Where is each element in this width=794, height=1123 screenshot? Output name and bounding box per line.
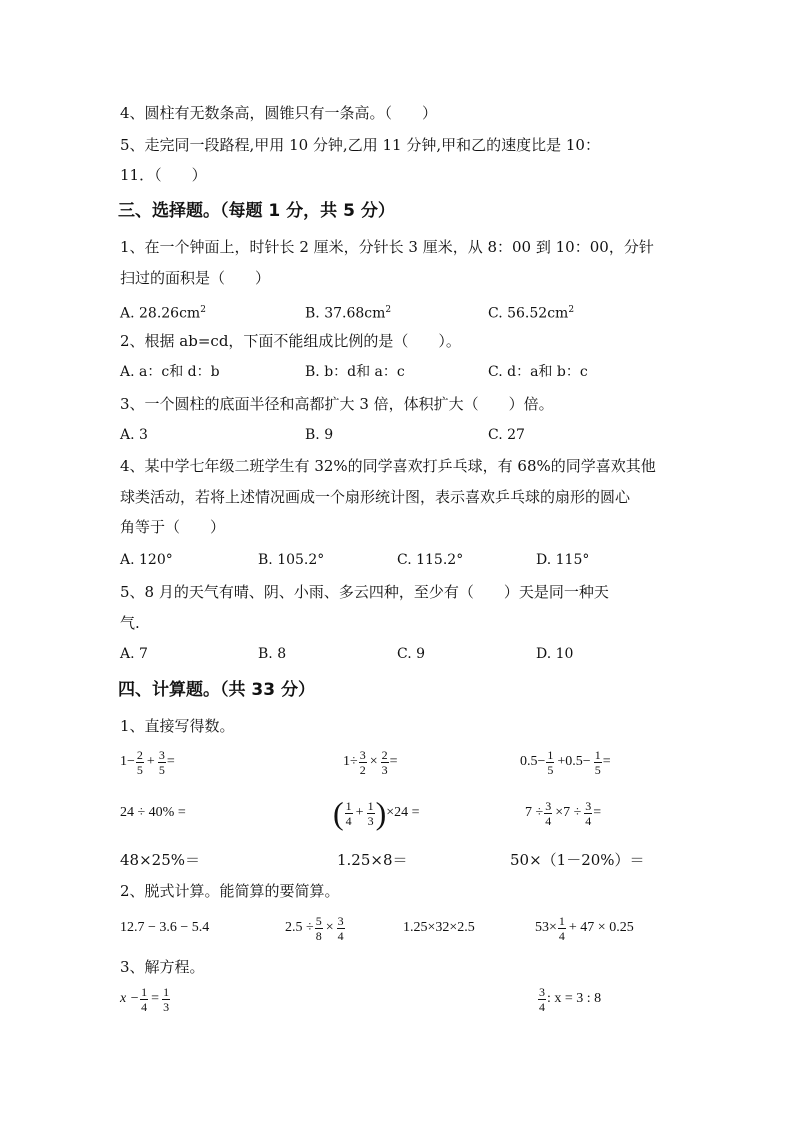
choice-q2-option-b: B. b：d和 a：c <box>305 364 405 380</box>
judge-q5-line2: 11．（ ） <box>120 166 207 184</box>
choice-q2-option-a: A. a：c和 d：b <box>120 364 220 380</box>
direct-calc-7: 48×25%＝ <box>120 851 200 869</box>
choice-q5-option-b: B. 8 <box>258 646 287 662</box>
direct-calc-9: 50×（1－20%）＝ <box>510 851 645 869</box>
choice-q4-option-b: B. 105.2° <box>258 552 325 568</box>
choice-q5-option-d: D. 10 <box>536 646 574 662</box>
step-calc-4: 53× $\frac{1}{4}$ + 47 × 0.25 <box>535 913 634 943</box>
equation-2: $\frac{3}{4}$ : x = 3 : 8 <box>539 984 602 1014</box>
choice-q4-line1: 4、某中学七年级二班学生有 32%的同学喜欢打乒乓球，有 68%的同学喜欢其他 <box>120 457 656 475</box>
choice-q1-option-c: C. $56.52cm^2$ <box>488 305 575 322</box>
direct-calc-4: 24 ÷ 40% = <box>120 805 186 820</box>
choice-q1-option-b: B. $37.68cm^2$ <box>305 305 392 322</box>
choice-q3: 3、一个圆柱的底面半径和高都扩大 3 倍，体积扩大（ ）倍。 <box>120 395 554 413</box>
judge-q4: 4、圆柱有无数条高，圆锥只有一条高。（ ） <box>120 104 438 122</box>
calc-sub1-title: 1、直接写得数。 <box>120 717 235 735</box>
direct-calc-5: ( $\frac{1}{4}$ + $\frac{1}{3}$ ) ×24 = <box>333 795 420 831</box>
direct-calc-6: 7 ÷ $\frac{3}{4}$ ×7 ÷ $\frac{3}{4}$ = <box>525 798 602 828</box>
choice-q1-line2: 扫过的面积是（ ） <box>120 269 271 287</box>
choice-q4-option-c: C. 115.2° <box>397 552 464 568</box>
section3-heading: 三、选择题。（每题 1 分，共 5 分） <box>118 201 395 221</box>
choice-q2: 2、根据 ab=cd，下面不能组成比例的是（ ）。 <box>120 332 461 350</box>
step-calc-2: 2.5 ÷ $\frac{5}{8}$ × $\frac{3}{4}$ <box>285 913 344 943</box>
judge-q5-line1: 5、走完同一段路程,甲用 10 分钟,乙用 11 分钟,甲和乙的速度比是 10： <box>120 136 600 154</box>
direct-calc-8: 1.25×8＝ <box>337 851 408 869</box>
choice-q4-option-d: D. 115° <box>536 552 590 568</box>
choice-q1-option-a: A. $28.26cm^2$ <box>120 305 206 322</box>
section4-heading: 四、计算题。（共 33 分） <box>118 680 315 700</box>
choice-q4-line3: 角等于（ ） <box>120 518 226 536</box>
choice-q5-line1: 5、8 月的天气有晴、阴、小雨、多云四种，至少有（ ）天是同一种天 <box>120 583 609 601</box>
choice-q3-option-b: B. 9 <box>305 427 334 443</box>
equation-1: x − $\frac{1}{4}$ = $\frac{1}{3}$ <box>120 984 170 1014</box>
direct-calc-1: 1− $\frac{2}{5}$ + $\frac{3}{5}$ = <box>120 747 175 777</box>
choice-q3-option-c: C. 27 <box>488 427 525 443</box>
choice-q2-option-c: C. d：a和 b：c <box>488 364 588 380</box>
choice-q4-option-a: A. 120° <box>120 552 173 568</box>
choice-q5-line2: 气. <box>120 614 140 632</box>
direct-calc-2: 1÷ $\frac{3}{2}$ × $\frac{2}{3}$ = <box>343 747 398 777</box>
choice-q5-option-c: C. 9 <box>397 646 426 662</box>
step-calc-1: 12.7 − 3.6 − 5.4 <box>120 920 210 935</box>
calc-sub2-title: 2、脱式计算。能简算的要简算。 <box>120 882 340 900</box>
choice-q3-option-a: A. 3 <box>120 427 148 443</box>
direct-calc-3: 0.5− $\frac{1}{5}$ +0.5− $\frac{1}{5}$ = <box>520 747 611 777</box>
choice-q5-option-a: A. 7 <box>120 646 148 662</box>
step-calc-3: 1.25×32×2.5 <box>403 920 475 935</box>
calc-sub3-title: 3、解方程。 <box>120 958 205 976</box>
choice-q1-line1: 1、在一个钟面上，时针长 2 厘米，分针长 3 厘米，从 8：00 到 10：00，分针 <box>120 238 654 256</box>
choice-q4-line2: 球类活动，若将上述情况画成一个扇形统计图，表示喜欢乒乓球的扇形的圆心 <box>120 488 631 506</box>
